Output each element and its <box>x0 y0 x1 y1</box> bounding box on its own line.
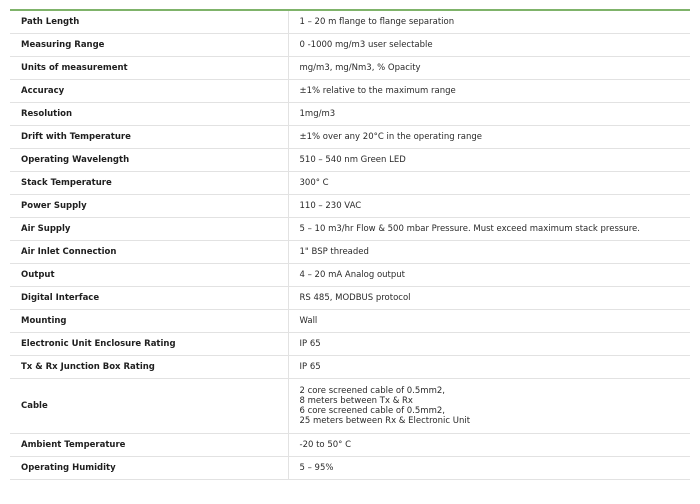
specifications-table <box>10 9 690 480</box>
spec-value: IP 65 <box>288 356 690 379</box>
spec-value: 5 – 95% <box>288 457 690 480</box>
spec-label: Accuracy <box>10 80 288 103</box>
spec-value-multiline <box>288 379 690 434</box>
spec-row-ambient-temperature <box>10 434 690 457</box>
spec-label: Digital Interface <box>10 287 288 310</box>
spec-value: 1" BSP threaded <box>288 241 690 264</box>
spec-value: 1 – 20 m flange to flange separation <box>288 10 690 34</box>
spec-value: 510 – 540 nm Green LED <box>288 149 690 172</box>
spec-label: Resolution <box>10 103 288 126</box>
spec-value: 0 -1000 mg/m3 user selectable <box>288 34 690 57</box>
spec-value: ±1% relative to the maximum range <box>288 80 690 103</box>
spec-row-air-inlet <box>10 241 690 264</box>
spec-label: Measuring Range <box>10 34 288 57</box>
spec-label: Electronic Unit Enclosure Rating <box>10 333 288 356</box>
spec-value: 4 – 20 mA Analog output <box>288 264 690 287</box>
spec-label: Air Inlet Connection <box>10 241 288 264</box>
cable-line: 6 core screened cable of 0.5mm2, <box>299 406 445 416</box>
spec-row-measuring-range <box>10 34 690 57</box>
spec-value: mg/m3, mg/Nm3, % Opacity <box>288 57 690 80</box>
spec-row-resolution <box>10 103 690 126</box>
spec-label: Tx & Rx Junction Box Rating <box>10 356 288 379</box>
spec-label: Cable <box>10 379 288 434</box>
spec-value: IP 65 <box>288 333 690 356</box>
spec-row-cable <box>10 379 690 434</box>
spec-value: RS 485, MODBUS protocol <box>288 287 690 310</box>
spec-value: ±1% over any 20°C in the operating range <box>288 126 690 149</box>
spec-label: Operating Wavelength <box>10 149 288 172</box>
spec-row-output <box>10 264 690 287</box>
spec-row-accuracy <box>10 80 690 103</box>
spec-value: 5 – 10 m3/hr Flow & 500 mbar Pressure. Must exceed maximum stack pressure. <box>288 218 690 241</box>
spec-label: Power Supply <box>10 195 288 218</box>
spec-row-path-length <box>10 10 690 34</box>
spec-row-stack-temperature <box>10 172 690 195</box>
spec-label: Stack Temperature <box>10 172 288 195</box>
spec-value: Wall <box>288 310 690 333</box>
spec-value: 300° C <box>288 172 690 195</box>
spec-label: Ambient Temperature <box>10 434 288 457</box>
cable-line: 25 meters between Rx & Electronic Unit <box>299 416 471 426</box>
spec-row-power-supply <box>10 195 690 218</box>
spec-row-units <box>10 57 690 80</box>
spec-row-enclosure-rating <box>10 333 690 356</box>
spec-value: 1mg/m3 <box>288 103 690 126</box>
cable-line: 8 meters between Tx & Rx <box>299 396 413 406</box>
spec-label: Operating Humidity <box>10 457 288 480</box>
spec-value: -20 to 50° C <box>288 434 690 457</box>
spec-row-operating-humidity <box>10 457 690 480</box>
spec-row-digital-interface <box>10 287 690 310</box>
spec-label: Output <box>10 264 288 287</box>
spec-value: 110 – 230 VAC <box>288 195 690 218</box>
spec-label: Drift with Temperature <box>10 126 288 149</box>
spec-label: Mounting <box>10 310 288 333</box>
spec-row-junction-box-rating <box>10 356 690 379</box>
spec-row-drift <box>10 126 690 149</box>
spec-label: Air Supply <box>10 218 288 241</box>
spec-label: Path Length <box>10 10 288 34</box>
spec-row-mounting <box>10 310 690 333</box>
cable-line: 2 core screened cable of 0.5mm2, <box>299 386 445 396</box>
spec-row-wavelength <box>10 149 690 172</box>
spec-label: Units of measurement <box>10 57 288 80</box>
spec-row-air-supply <box>10 218 690 241</box>
